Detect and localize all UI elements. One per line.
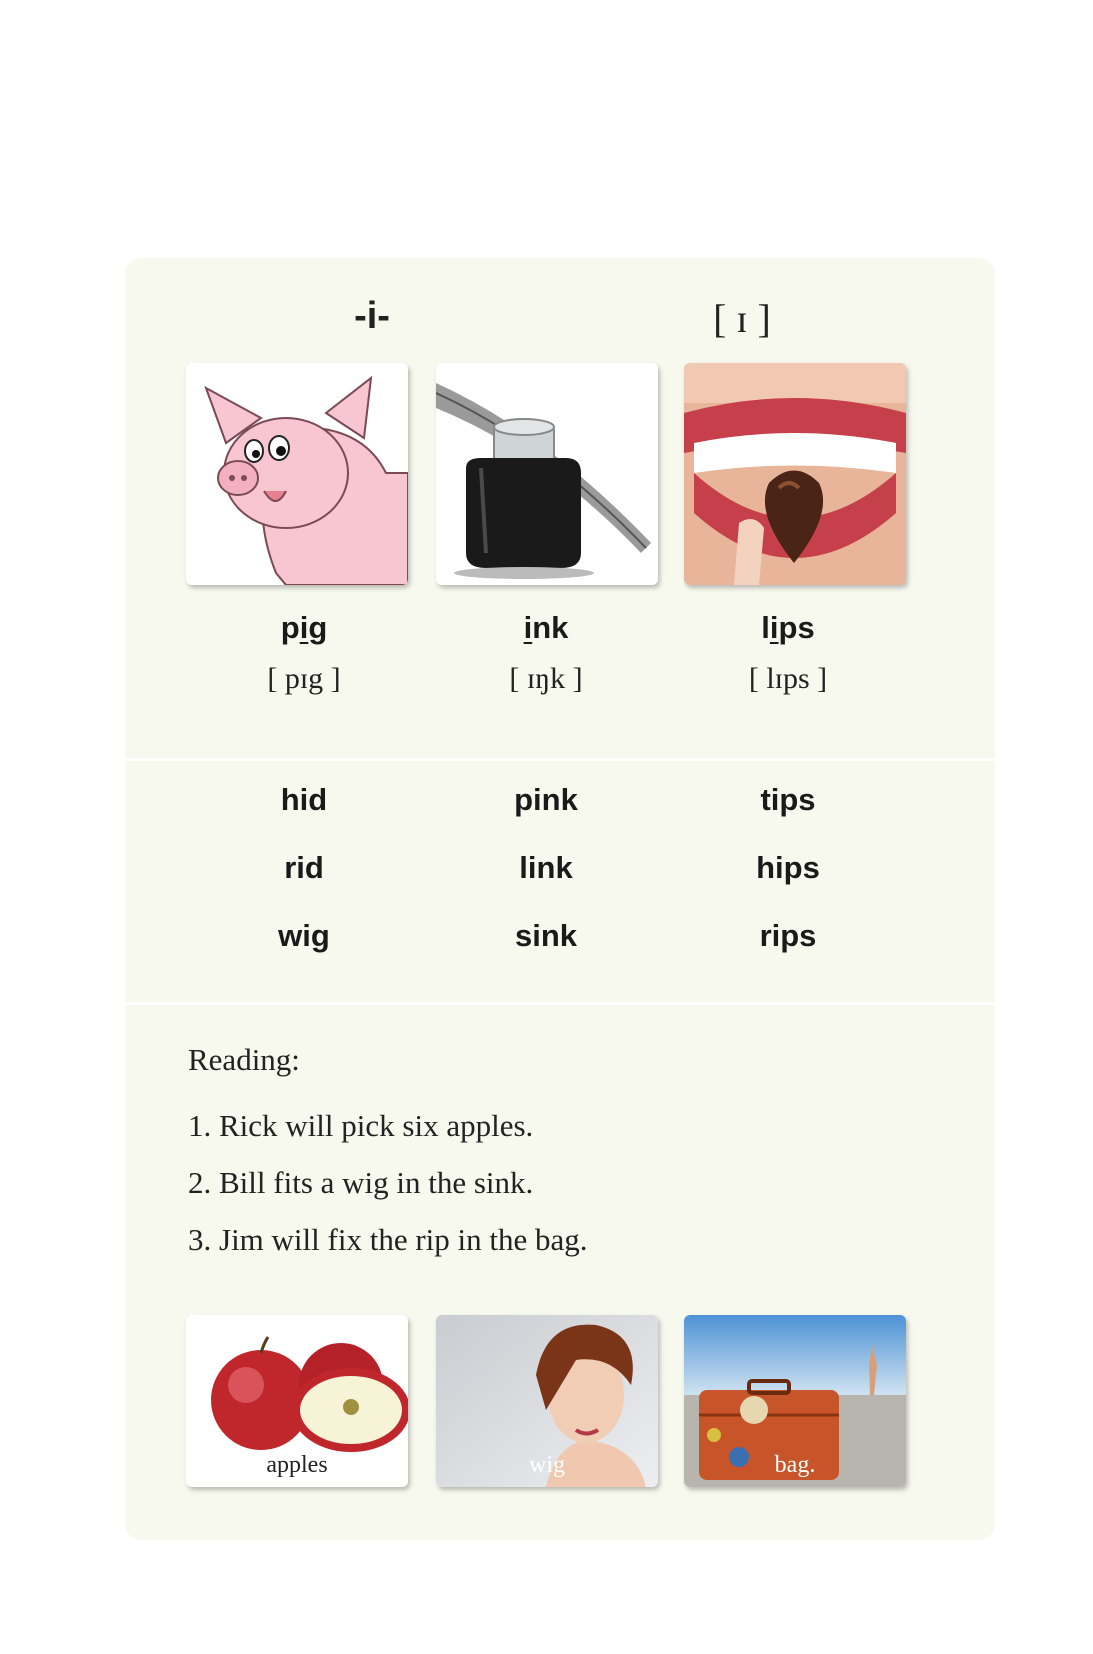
- caption-apples: apples: [266, 1452, 328, 1478]
- reading-label: Reading:: [188, 1042, 300, 1077]
- pig-image: [186, 363, 408, 585]
- apples-image: [186, 1315, 408, 1487]
- reading-sentence-3: 3. Jim will fix the rip in the bag.: [188, 1222, 588, 1257]
- section-divider: [125, 758, 995, 761]
- letter-heading: -i-: [354, 295, 390, 337]
- grid-word: tips: [760, 782, 816, 817]
- ipa-lips: [ lɪps ]: [748, 662, 828, 695]
- ink-bottle-icon: [436, 363, 658, 585]
- caption-bag: bag.: [774, 1452, 816, 1478]
- section-divider: [125, 1002, 995, 1005]
- ipa-ink: [ ɪŋk ]: [509, 662, 583, 695]
- lips-icon: [684, 363, 906, 585]
- ipa-pig: [ pɪg ]: [267, 662, 341, 695]
- bag-image: [684, 1315, 906, 1487]
- reading-sentence-2: 2. Bill fits a wig in the sink.: [188, 1165, 534, 1200]
- reading-sentence-1: 1. Rick will pick six apples.: [188, 1108, 534, 1143]
- grid-word: hips: [756, 850, 820, 885]
- keyword-ink: ink: [523, 610, 569, 645]
- wig-image: [436, 1315, 658, 1487]
- grid-word: wig: [278, 918, 330, 953]
- caption-wig: wig: [529, 1452, 565, 1478]
- grid-word: sink: [514, 918, 578, 953]
- grid-word: pink: [514, 782, 578, 817]
- grid-word: rid: [284, 850, 324, 885]
- grid-word: hid: [280, 782, 328, 817]
- grid-word: rips: [759, 918, 817, 953]
- phoneme-heading: [ ɪ ]: [713, 296, 771, 341]
- lips-image: [684, 363, 906, 585]
- grid-word: link: [519, 850, 573, 885]
- keyword-pig: pig: [280, 610, 328, 645]
- ink-image: [436, 363, 658, 585]
- pig-icon: [186, 363, 408, 585]
- keyword-lips: lips: [761, 610, 815, 645]
